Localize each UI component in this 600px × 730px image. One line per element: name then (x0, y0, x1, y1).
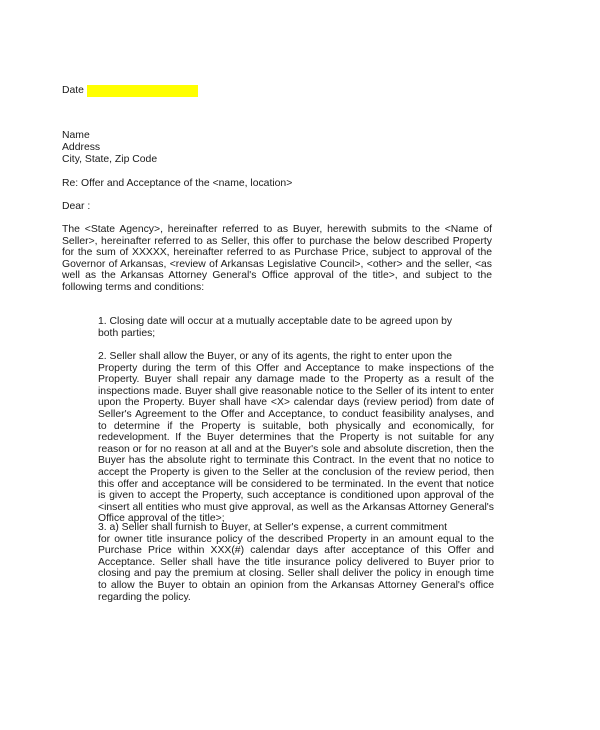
term-item-first-line: 1. Closing date will occur at a mutually acceptable date to be agreed upon by (98, 316, 453, 327)
recipient-address-block (62, 130, 157, 166)
date-highlight-placeholder (87, 85, 198, 97)
recipient-city-state-zip: City, State, Zip Code (62, 154, 158, 165)
date-label: Date (62, 85, 84, 96)
recipient-name: Name (62, 130, 90, 141)
term-item-body: for owner title insurance policy of the described Property in an amount equal to the Purchase Price within XXX(#) calendar days after acceptance of this Offer and Acceptance. Seller shall have the title insurance policy delivered to Buyer prior to closing and pay the premium at closing. Seller shall deliver the policy in enough time to allow the Buyer to obtain an opinion from the Arkansas Attorney General's office regarding the policy. (98, 533, 494, 603)
intro-paragraph: The <State Agency>, hereinafter referred to as Buyer, herewith submits to the <Name of Seller>, hereinafter referred to as Seller, this offer to purchase the below described Property for the sum of XXXXX, hereinafter referred to as Purchase Price, subject to approval of the Governor of Arkansas, <review of Arkansas Legislative Council>, <other> and the seller, <as well as the Arkansas Attorney General's Office approval of the title>, and subject to the following terms and conditions: (62, 224, 492, 293)
term-item-first-line: 2. Seller shall allow the Buyer, or any of its agents, the right to enter upon the (98, 351, 453, 362)
salutation: Dear : (62, 201, 91, 212)
term-item-2 (98, 351, 494, 525)
term-item-3 (98, 522, 494, 603)
date-row (62, 85, 198, 97)
recipient-address: Address (62, 142, 101, 153)
term-item-body: Property during the term of this Offer and Acceptance to make inspections of the Property. Buyer shall repair any damage made to the Property as a result of the inspections made. Buyer shall give reasonable notice to the Seller of its intent to enter upon the Property. Buyer shall have <X> calendar days (review period) from date of Seller's Agreement to the Offer and Acceptance, to conduct feasibility analyses, and to determine if the Property is suitable, both physically and economically, for redevelopment. If the Buyer determines that the Property is not suitable for any reason or for no reason at all and at the Buyer's sole and absolute discretion, then the Buyer has the absolute right to terminate this Contract. In the event that no notice to accept the Property is given to the Seller at the conclusion of the review period, then this offer and acceptance will be considered to be terminated. In the event that notice is given to accept the Property, such acceptance is conditioned upon approval of the <insert all entities who must give approval, as well as the Arkansas Attorney General's Office approval of the title>; (98, 362, 494, 525)
term-item-1 (98, 316, 494, 339)
term-item-first-line: 3. a) Seller shall furnish to Buyer, at Seller's expense, a current commitment (98, 522, 448, 533)
term-item-body: both parties; (98, 327, 156, 339)
subject-line: Re: Offer and Acceptance of the <name, location> (62, 178, 293, 189)
